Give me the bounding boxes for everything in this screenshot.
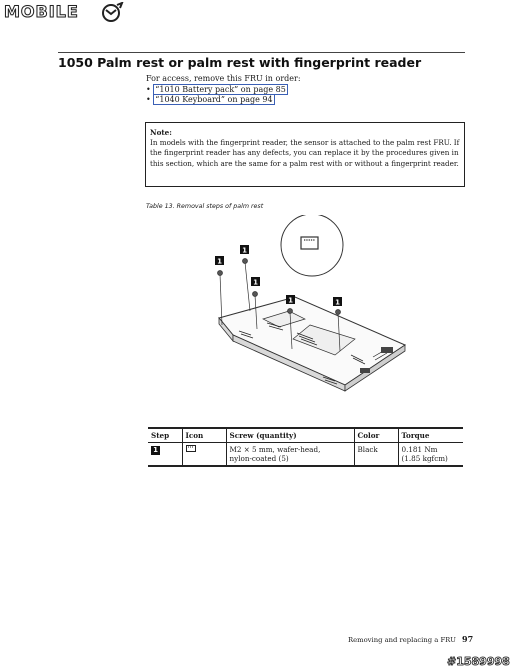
site-logo: MOBILE [4,2,79,21]
col-icon: Icon [182,428,226,443]
logo-emblem-icon [100,2,124,24]
col-torque: Torque [398,428,463,443]
access-instructions [146,74,301,106]
footer-text: Removing and replacing a FRU [348,636,457,644]
access-link-item: • “1040 Keyboard” on page 94 [146,95,273,104]
col-step: Step [148,428,182,443]
col-color: Color [354,428,398,443]
callout-label: 1 [217,257,222,266]
torque-line: 0.181 Nm [401,445,438,454]
note-heading: Note: [150,128,172,137]
palm-rest-removal-figure [195,215,425,415]
laptop-bottom-illustration [219,297,405,391]
title-rule [58,52,465,53]
screw-icon [186,445,196,453]
callout-label: 1 [288,296,293,305]
col-screw: Screw (quantity) [226,428,354,443]
screw-spec-line: M2 × 5 mm, wafer-head, [229,445,321,454]
access-intro: For access, remove this FRU in order: [146,74,301,83]
callout-label: 1 [335,298,340,307]
screw-table [148,427,463,467]
callout-label: 1 [242,246,247,255]
screw-spec-line: nylon-coated (5) [229,454,289,463]
screw-color: Black [354,443,398,467]
step-badge: 1 [151,446,160,455]
page-footer [348,634,473,644]
page-number: 97 [462,634,474,644]
note-box [145,122,465,187]
note-body: In models with the fingerprint reader, the sensor is attached to the palm rest FRU. If the fingerprint reader has any defects, you can replace it by the procedures given in this section, which are the same for a palm rest with or without a fingerprint reader. [150,138,460,168]
access-link-item: • “1010 Battery pack” on page 85 [146,84,286,94]
torque-line: (1.85 kgfcm) [401,454,448,463]
magnified-screw-icon [301,237,318,249]
link-battery-pack[interactable]: “1010 Battery pack” on page 85 [155,84,286,94]
table-header-row [148,428,463,443]
link-keyboard[interactable]: “1040 Keyboard” on page 94 [155,95,273,104]
figure-caption: Table 13. Removal steps of palm rest [146,203,264,210]
table-row [148,443,463,467]
section-title: 1050 Palm rest or palm rest with fingerprint reader [58,55,422,70]
callout-label: 1 [253,278,258,287]
watermark: #1589998 [447,655,510,668]
